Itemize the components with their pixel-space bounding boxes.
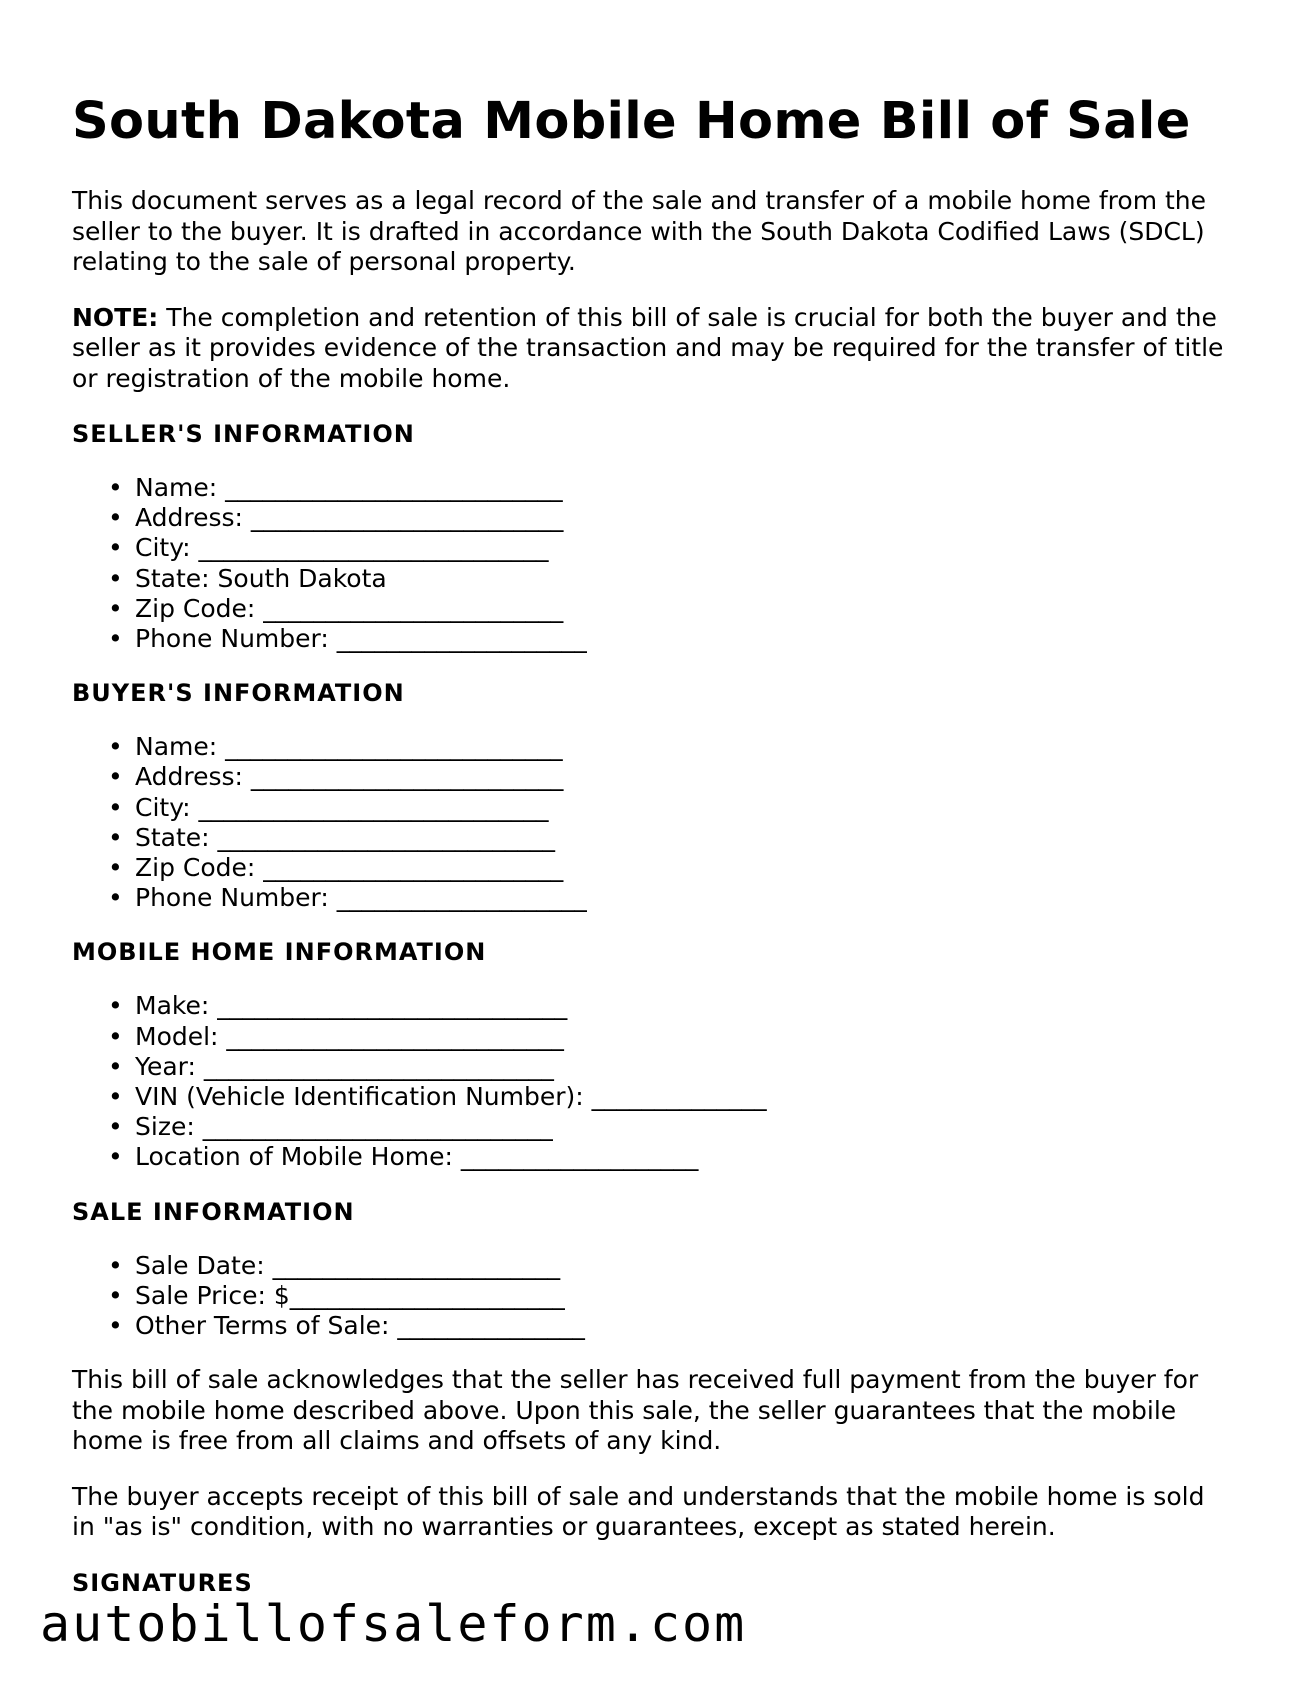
mobile-home-heading: MOBILE HOME INFORMATION — [72, 938, 487, 967]
bullet-icon: • — [108, 822, 123, 852]
bullet-icon: • — [108, 732, 123, 762]
bullet-icon: • — [108, 563, 123, 593]
year-field[interactable]: • Year: ____________________________ — [108, 1051, 554, 1081]
note-text: The completion and retention of this bill of sale is crucial for both the buyer and the seller as it provides evidence of the transaction and may be required for the transfer of title or registration of the mobile home. — [72, 302, 1224, 393]
bullet-icon: • — [108, 1142, 123, 1172]
bullet-icon: • — [108, 473, 123, 502]
bullet-icon: • — [108, 1082, 123, 1112]
intro-paragraph: This document serves as a legal record of the sale and transfer of a mobile home from the seller to the buyer. It is drafted in accordance with the South Dakota Codified Laws (SDCL) relating to the sale of personal property. — [72, 186, 1207, 276]
note-label: NOTE: — [72, 302, 159, 332]
buyer-address-field[interactable]: • Address: _________________________ — [108, 762, 564, 792]
bullet-icon: • — [108, 883, 123, 913]
make-field[interactable]: • Make: ____________________________ — [108, 991, 568, 1021]
buyer-list — [72, 732, 1232, 913]
buyer-name-field[interactable]: • Name: ___________________________ — [108, 732, 563, 762]
bullet-icon: • — [108, 853, 123, 883]
bullet-icon: • — [108, 991, 123, 1021]
bullet-icon: • — [108, 1051, 123, 1081]
seller-list — [72, 473, 1232, 654]
seller-address-field[interactable]: • Address: _________________________ — [108, 503, 564, 533]
document-page — [72, 92, 1232, 1622]
buyer-city-field[interactable]: • City: ____________________________ — [108, 792, 549, 822]
location-field[interactable]: • Location of Mobile Home: ___________________ — [108, 1142, 699, 1172]
buyer-zip-field[interactable]: • Zip Code: ________________________ — [108, 853, 564, 883]
acknowledgement-paragraph: This bill of sale acknowledges that the seller has received full payment from the buyer for the mobile home described above. Upon this sale, the seller guarantees that the mobile home is free from all claims and offsets of any kind. — [72, 1365, 1199, 1456]
buyer-phone-field[interactable]: • Phone Number: ____________________ — [108, 883, 587, 913]
other-terms-field[interactable]: • Other Terms of Sale: _______________ — [108, 1311, 585, 1341]
bullet-icon: • — [108, 533, 123, 563]
sale-list — [72, 1251, 1232, 1342]
seller-name-field[interactable]: • Name: ___________________________ — [108, 473, 563, 502]
seller-state-field: • State: South Dakota — [108, 563, 387, 593]
mobile-home-list — [72, 991, 1232, 1172]
bullet-icon: • — [108, 593, 123, 623]
vin-field[interactable]: • VIN (Vehicle Identification Number): ______________ — [108, 1082, 767, 1112]
seller-phone-field[interactable]: • Phone Number: ____________________ — [108, 624, 587, 654]
bullet-icon: • — [108, 1112, 123, 1142]
document-title: South Dakota Mobile Home Bill of Sale — [72, 92, 1191, 151]
seller-city-field[interactable]: • City: ____________________________ — [108, 533, 549, 563]
note-paragraph — [72, 303, 1232, 395]
bullet-icon: • — [108, 624, 123, 654]
signatures-heading: SIGNATURES — [72, 1568, 253, 1597]
bullet-icon: • — [108, 1280, 123, 1310]
sale-heading: SALE INFORMATION — [72, 1197, 355, 1226]
bullet-icon: • — [108, 762, 123, 792]
sale-price-field[interactable]: • Sale Price: $______________________ — [108, 1280, 565, 1310]
bullet-icon: • — [108, 503, 123, 533]
bullet-icon: • — [108, 1021, 123, 1051]
seller-heading: SELLER'S INFORMATION — [72, 420, 415, 448]
seller-zip-field[interactable]: • Zip Code: ________________________ — [108, 593, 564, 623]
bullet-icon: • — [108, 792, 123, 822]
bullet-icon: • — [108, 1250, 123, 1280]
acceptance-paragraph: The buyer accepts receipt of this bill of sale and understands that the mobile home is sold in "as is" condition, with no warranties or guarantees, except as stated herein. — [72, 1481, 1205, 1542]
buyer-state-field[interactable]: • State: ___________________________ — [108, 822, 556, 852]
sale-date-field[interactable]: • Sale Date: _______________________ — [108, 1250, 561, 1280]
buyer-heading: BUYER'S INFORMATION — [72, 679, 405, 708]
size-field[interactable]: • Size: ____________________________ — [108, 1112, 553, 1142]
watermark-text: autobillofsaleform.com — [40, 1595, 747, 1653]
model-field[interactable]: • Model: ___________________________ — [108, 1021, 564, 1051]
bullet-icon: • — [108, 1311, 123, 1341]
